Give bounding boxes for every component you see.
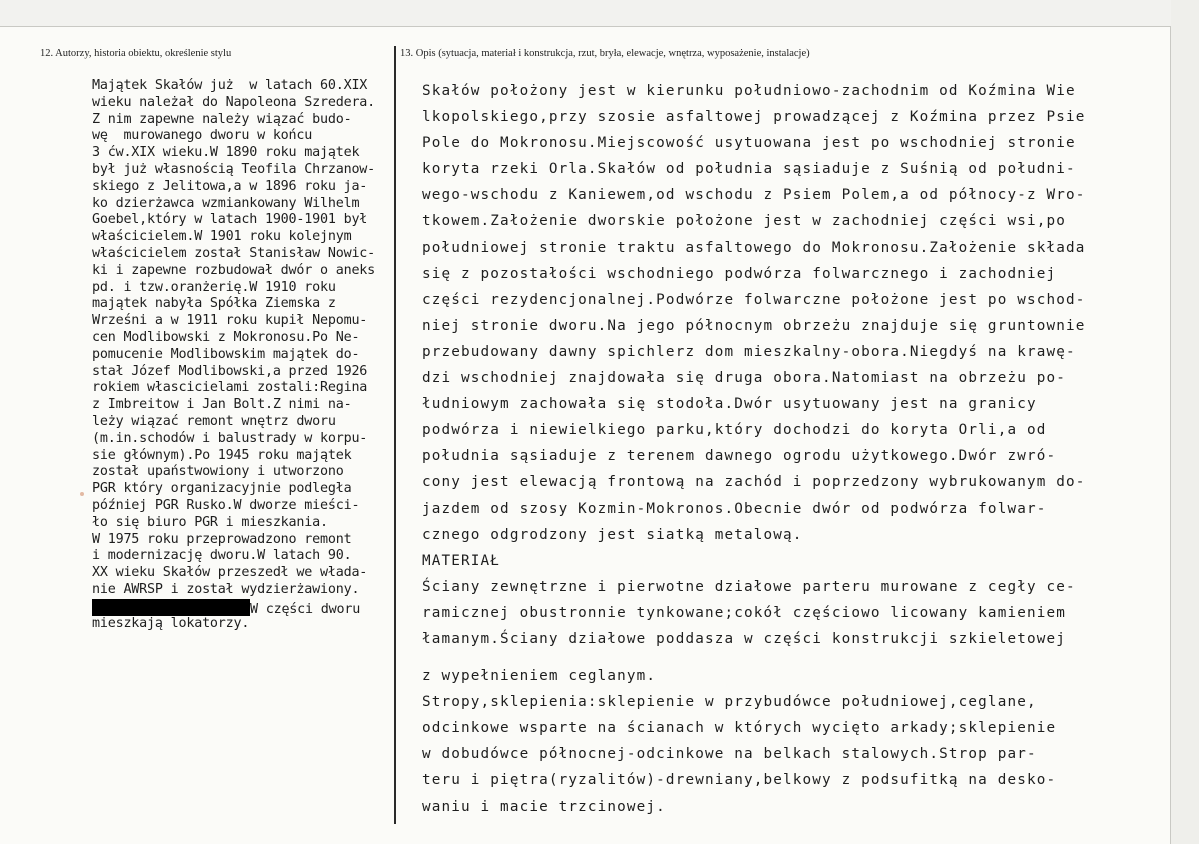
history-text-line: i modernizację dworu.W latach 90.: [92, 548, 352, 564]
description-text-line: cony jest elewacją frontową na zachód i poprzedzony wybrukowanym do-: [422, 474, 1086, 491]
history-text-line: mieszkają lokatorzy.: [92, 615, 250, 631]
history-text-line: pomucenie Modlibowskim majątek do-: [92, 346, 360, 362]
history-text-line: Majątek Skałów już w latach 60.XIX: [92, 78, 368, 93]
history-text-line: nie AWRSP i został wydzierżawiony.: [92, 581, 360, 597]
description-text-line: z wypełnieniem ceglanym.: [422, 668, 657, 685]
description-text-line: Skałów położony jest w kierunku południowo-zachodnim od Koźmina Wie: [422, 83, 1076, 99]
history-text-line: stał Józef Modlibowski,a przed 1926: [92, 363, 368, 379]
description-text-line: jazdem od szosy Kozmin-Mokronos.Obecnie dwór od podwórza folwar-: [422, 500, 1047, 517]
description-text-line: MATERIAŁ: [422, 552, 501, 569]
history-text-line: ło się biuro PGR i mieszkania.: [92, 514, 328, 530]
scan-speck: [80, 492, 84, 496]
description-text-line: waniu i macie trzcinowej.: [422, 798, 666, 815]
description-text-line: części rezydencjonalnej.Podwórze folwarczne położone jest po wschod-: [422, 291, 1086, 308]
description-text-line: ramicznej obustronnie tynkowane;cokół częściowo licowany kamieniem: [422, 604, 1066, 621]
history-text-fragment: W części dworu: [250, 601, 361, 617]
description-text-line: cznego odgrodzony jest siatką metalową.: [422, 526, 803, 543]
history-text-line: wę murowanego dworu w końcu: [92, 128, 313, 144]
history-text-line: rokiem włascicielami zostali:Regina: [92, 380, 368, 396]
description-text-line: tkowem.Założenie dworskie położone jest w zachodniej części wsi,po: [422, 213, 1066, 230]
history-text-line: wieku należał do Napoleona Szredera.: [92, 94, 376, 110]
description-text-line: Ściany zewnętrzne i pierwotne działowe parteru murowane z cegły ce-: [422, 578, 1076, 595]
section-13-header: 13. Opis (sytuacja, materiał i konstrukcja, rzut, bryła, elewacje, wnętrza, wyposażenie, instalacje): [400, 48, 810, 59]
description-text-line: łudniowym zachowała się stodoła.Dwór usytuowany jest na granicy: [422, 396, 1037, 413]
history-text-line: właścicielem.W 1901 roku kolejnym: [92, 229, 352, 245]
history-text-line: Goebel,który w latach 1900-1901 był: [92, 212, 368, 228]
paragraph-gap: [422, 652, 1102, 663]
history-text-line: ko dzierżawca wzmiankowany Wilhelm: [92, 195, 360, 211]
description-text-line: się z pozostałości wschodniego podwórza folwarcznego i zachodniej: [422, 265, 1057, 282]
history-text-line: leży wiązać remont wnętrz dworu: [92, 413, 336, 429]
history-text-line: Wrześni a w 1911 roku kupił Nepomu-: [92, 313, 368, 329]
history-text-line: (m.in.schodów i balustrady w korpu-: [92, 430, 368, 446]
history-text-line: cen Modlibowski z Mokronosu.Po Ne-: [92, 329, 360, 345]
description-text-line: południa sąsiaduje z terenem dawnego ogrodu użytkowego.Dwór zwró-: [422, 448, 1057, 465]
scan-top-margin: [0, 0, 1199, 26]
description-text-line: koryta rzeki Orla.Skałów od południa sąsiaduje z Suśnią od południ-: [422, 161, 1076, 178]
history-text-line: został upaństwowiony i utworzono: [92, 464, 344, 480]
description-text-line: Stropy,sklepienia:sklepienie w przybudówce południowej,ceglane,: [422, 694, 1037, 711]
history-text-line: W 1975 roku przeprowadzono remont: [92, 531, 352, 547]
description-text-line: w dobudówce północnej-odcinkowe na belkach stalowych.Strop par-: [422, 746, 1037, 763]
description-text-line: lkopolskiego,przy szosie asfaltowej prowadzącej z Koźmina przez Psie: [422, 109, 1086, 126]
description-text-line: teru i piętra(ryzalitów)-drewniany,belkowy z podsufitką na desko-: [422, 772, 1057, 789]
page-top-edge: [0, 26, 1171, 27]
history-text-line: z Imbreitow i Jan Bolt.Z nimi na-: [92, 397, 352, 413]
history-text-line: sie głównym).Po 1945 roku majątek: [92, 447, 352, 463]
page-right-edge: [1170, 26, 1171, 844]
history-text-line: skiego z Jelitowa,a w 1896 roku ja-: [92, 178, 368, 194]
description-text-line: niej stronie dworu.Na jego północnym obrzeżu znajduje się gruntownie: [422, 317, 1086, 334]
history-text-line: właścicielem został Stanisław Nowic-: [92, 245, 376, 261]
history-text-line: ki i zapewne rozbudował dwór o aneks: [92, 262, 376, 278]
description-text-line: odcinkowe wsparte na ścianach w których wycięto arkady;sklepienie: [422, 720, 1057, 737]
description-text-line: wego-wschodu z Kaniewem,od wschodu z Psiem Polem,a od północy-z Wro-: [422, 187, 1086, 204]
description-text-line: Pole do Mokronosu.Miejscowość usytuowana jest po wschodniej stronie: [422, 135, 1076, 152]
description-text-line: łamanym.Ściany działowe poddasza w części konstrukcji szkieletowej: [422, 630, 1066, 647]
history-text-line: Z nim zapewne należy wiązać budo-: [92, 111, 352, 127]
section-12-header: 12. Autorzy, historia obiektu, określenie stylu: [40, 48, 232, 59]
history-text-line: pd. i tzw.oranżerię.W 1910 roku: [92, 279, 336, 295]
history-text-line: XX wieku Skałów przeszedł we włada-: [92, 565, 368, 581]
description-text-column: [422, 78, 1102, 820]
history-text-line-redacted: [92, 599, 394, 616]
scan-right-margin: [1171, 0, 1199, 844]
column-divider: [394, 46, 396, 824]
description-text-line: dzi wschodniej znajdowała się druga obora.Natomiast na obrzeżu po-: [422, 370, 1066, 387]
history-text-line: majątek nabyła Spółka Ziemska z: [92, 296, 336, 312]
description-text-line: przebudowany dawny spichlerz dom mieszkalny-obora.Niegdyś na krawę-: [422, 343, 1076, 360]
history-text-line: PGR który organizacyjnie podległa: [92, 481, 352, 497]
history-text-column: [92, 78, 394, 632]
description-text-line: podwórza i niewielkiego parku,który dochodzi do koryta Orli,a od: [422, 422, 1047, 439]
history-text-line: 3 ćw.XIX wieku.W 1890 roku majątek: [92, 145, 360, 161]
history-text-line: później PGR Rusko.W dworze mieści-: [92, 497, 360, 513]
redaction-block: [92, 599, 250, 616]
history-text-line: był już własnością Teofila Chrzanow-: [92, 161, 376, 177]
description-text-line: południowej stronie traktu asfaltowego do Mokronosu.Założenie składa: [422, 239, 1086, 256]
